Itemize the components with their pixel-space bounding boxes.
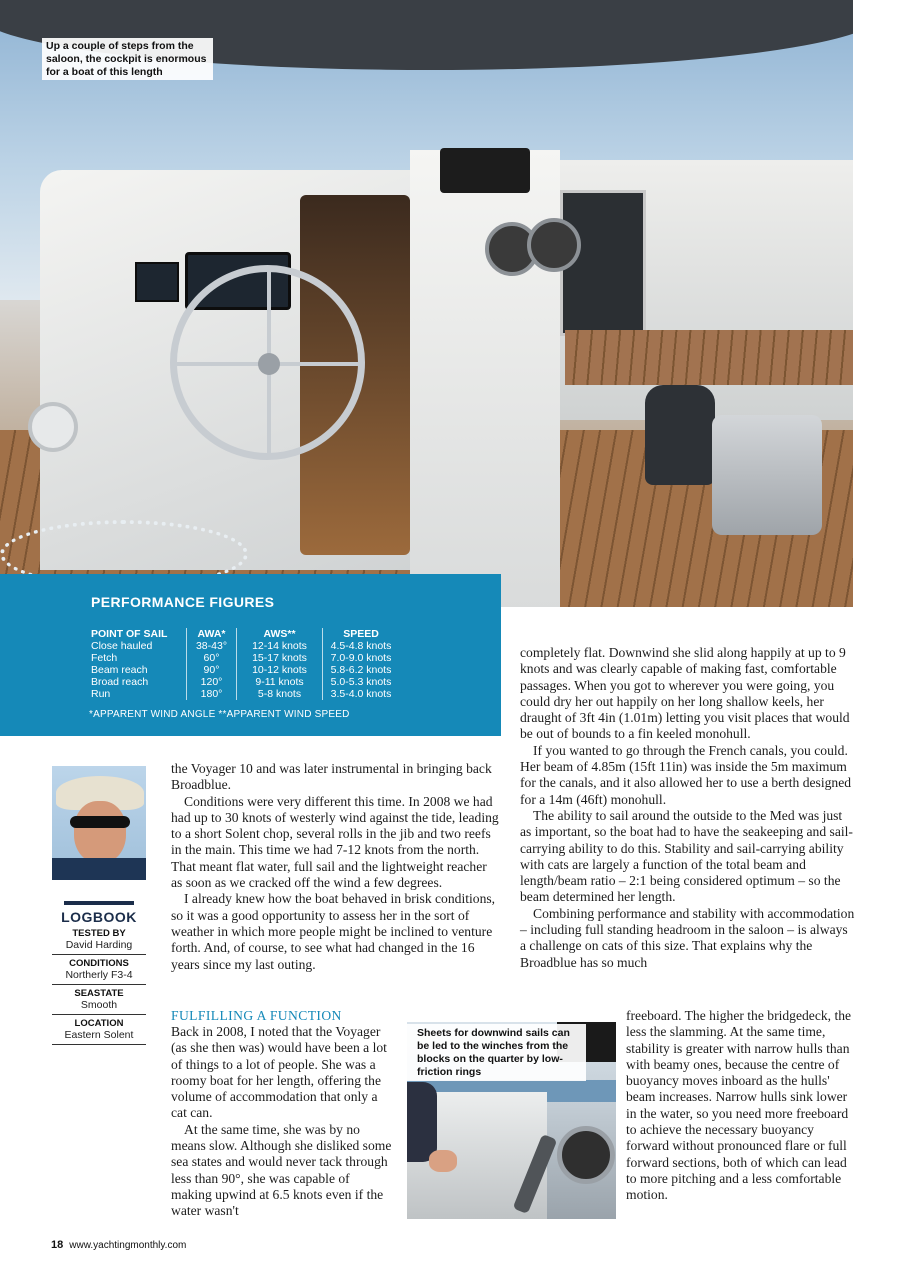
cell-point: Broad reach (91, 676, 149, 688)
article-column-1-lower (171, 1024, 393, 1220)
cell-point: Beam reach (91, 664, 148, 676)
cell-awa: 90° (187, 664, 237, 676)
cell-aws: 15-17 knots (237, 652, 323, 664)
paragraph: I already knew how the boat behaved in brisk conditions, so it was a good opportunity to assess her in the sort of weather in which more people might be inclined to venture forth. And, of course, to see what had changed in the 16 years since my last outing. (171, 891, 496, 972)
cell-awa: 120° (187, 676, 237, 688)
paragraph: freeboard. The higher the bridgedeck, the less the slamming. At the same time, stability is greater with narrow hulls than with beamy ones, because the centre of buoyancy moves inboard as the hulls' beam increases. Narrow hulls sink lower in the water, so you need more freeboard to achieve the necessary buoyancy forward without pronounced flare or full forward sections, both of which can lead to more pitching and a less comfortable motion. (626, 1008, 852, 1203)
paragraph: The ability to sail around the outside to the Med was just as important, so the boat had to have the seakeeping and sail-carrying ability to do this. Stability and sail-carrying ability with cats are largely a function of the total beam and length/beam ratio – 2:1 being considered optimum – so the beam determined her length. (520, 807, 853, 905)
logbook-label: CONDITIONS (69, 958, 129, 969)
cell-aws: 10-12 knots (237, 664, 323, 676)
paragraph: Conditions were very different this time. In 2008 we had had up to 30 knots of westerly wind against the tide, leading to a short Solent chop, several rolls in the jib and two reefs in the main. This time we had 7-12 knots from the north. That meant flat water, full sail and the lightweight reacher as soon as we cracked off the wind a few degrees. (171, 793, 499, 891)
table-row (89, 640, 399, 652)
table-header-row (89, 628, 399, 640)
cell-speed: 7.0-9.0 knots (323, 652, 400, 664)
cell-point: Fetch (91, 652, 118, 664)
cell-point: Run (91, 688, 111, 700)
cell-point: Close hauled (91, 640, 153, 652)
page-number: 18 (51, 1239, 64, 1251)
performance-table (89, 628, 399, 700)
header-point-of-sail: POINT OF SAIL (91, 628, 168, 640)
logbook-label: SEASTATE (74, 988, 124, 999)
logbook-rule (64, 901, 134, 905)
logbook-value: Smooth (52, 999, 146, 1015)
performance-title: PERFORMANCE FIGURES (91, 594, 275, 610)
cell-aws: 9-11 knots (237, 676, 323, 688)
performance-figures-box (0, 574, 501, 736)
logbook-panel (52, 901, 146, 1048)
cell-awa: 38-43° (187, 640, 237, 652)
paragraph: completely flat. Downwind she slid along happily at up to 9 knots and was clearly capable of making fast, comfortable passages. When you got to wherever you were going, you could dry her out happily on her long shallow keels, her draught of 3ft 4in (1.01m) letting you visit places that would be out of bounds to a fin keeled monohull. (520, 645, 850, 742)
logbook-label: TESTED BY (72, 928, 126, 939)
cell-speed: 4.5-4.8 knots (323, 640, 400, 652)
author-portrait (52, 766, 146, 880)
logbook-value: Eastern Solent (52, 1029, 146, 1045)
table-row (89, 652, 399, 664)
section-subheading: FULFILLING A FUNCTION (171, 1008, 342, 1023)
header-aws: AWS** (237, 628, 323, 640)
logbook-value: David Harding (52, 939, 146, 955)
winch-photo (407, 1022, 616, 1219)
paragraph: Back in 2008, I noted that the Voyager (as she then was) would have been a lot of things to a lot of people. She was a roomy boat for her length, offering the volume of accommodation that only a cat can. (171, 1024, 387, 1121)
cell-speed: 5.8-6.2 knots (323, 664, 400, 676)
header-speed: SPEED (323, 628, 400, 640)
article-column-1 (171, 761, 501, 973)
photo-caption: Sheets for downwind sails can be led to the winches from the blocks on the quarter by low-friction rings (407, 1024, 586, 1081)
article-column-2 (520, 645, 855, 971)
page-footer (51, 1239, 186, 1251)
cell-aws: 12-14 knots (237, 640, 323, 652)
cell-awa: 180° (187, 688, 237, 700)
cell-awa: 60° (187, 652, 237, 664)
paragraph: the Voyager 10 and was later instrumental in bringing back Broadblue. (171, 761, 492, 793)
header-awa: AWA* (187, 628, 237, 640)
cockpit-photo (0, 0, 853, 607)
cell-speed: 3.5-4.0 knots (323, 688, 400, 700)
performance-footnote: *APPARENT WIND ANGLE **APPARENT WIND SPEED (89, 709, 350, 720)
table-row (89, 688, 399, 700)
paragraph: If you wanted to go through the French canals, you could. Her beam of 4.85m (15ft 11in) was inside the 5m maximum for the canals, and it also allowed her to use a berth designed for a 14m (46ft) monohull. (520, 742, 852, 807)
cell-aws: 5-8 knots (237, 688, 323, 700)
website-url: www.yachtingmonthly.com (69, 1240, 187, 1251)
photo-caption: Up a couple of steps from the saloon, the cockpit is enormous for a boat of this length (42, 38, 213, 80)
paragraph: At the same time, she was by no means slow. Although she disliked some sea states and would never tack through less than 90°, she was capable of making upwind at 6.5 knots even if the water wasn't (171, 1121, 392, 1219)
logbook-value: Northerly F3-4 (52, 969, 146, 985)
table-row (89, 664, 399, 676)
article-column-2-lower (626, 1008, 856, 1204)
paragraph: Combining performance and stability with accommodation – including full standing headroom in the saloon – is always a challenge on cats of this size. That explains why the Broadblue has so much (520, 905, 855, 970)
logbook-label: LOCATION (74, 1018, 124, 1029)
table-row (89, 676, 399, 688)
cell-speed: 5.0-5.3 knots (323, 676, 400, 688)
logbook-title: LOGBOOK (61, 909, 137, 925)
